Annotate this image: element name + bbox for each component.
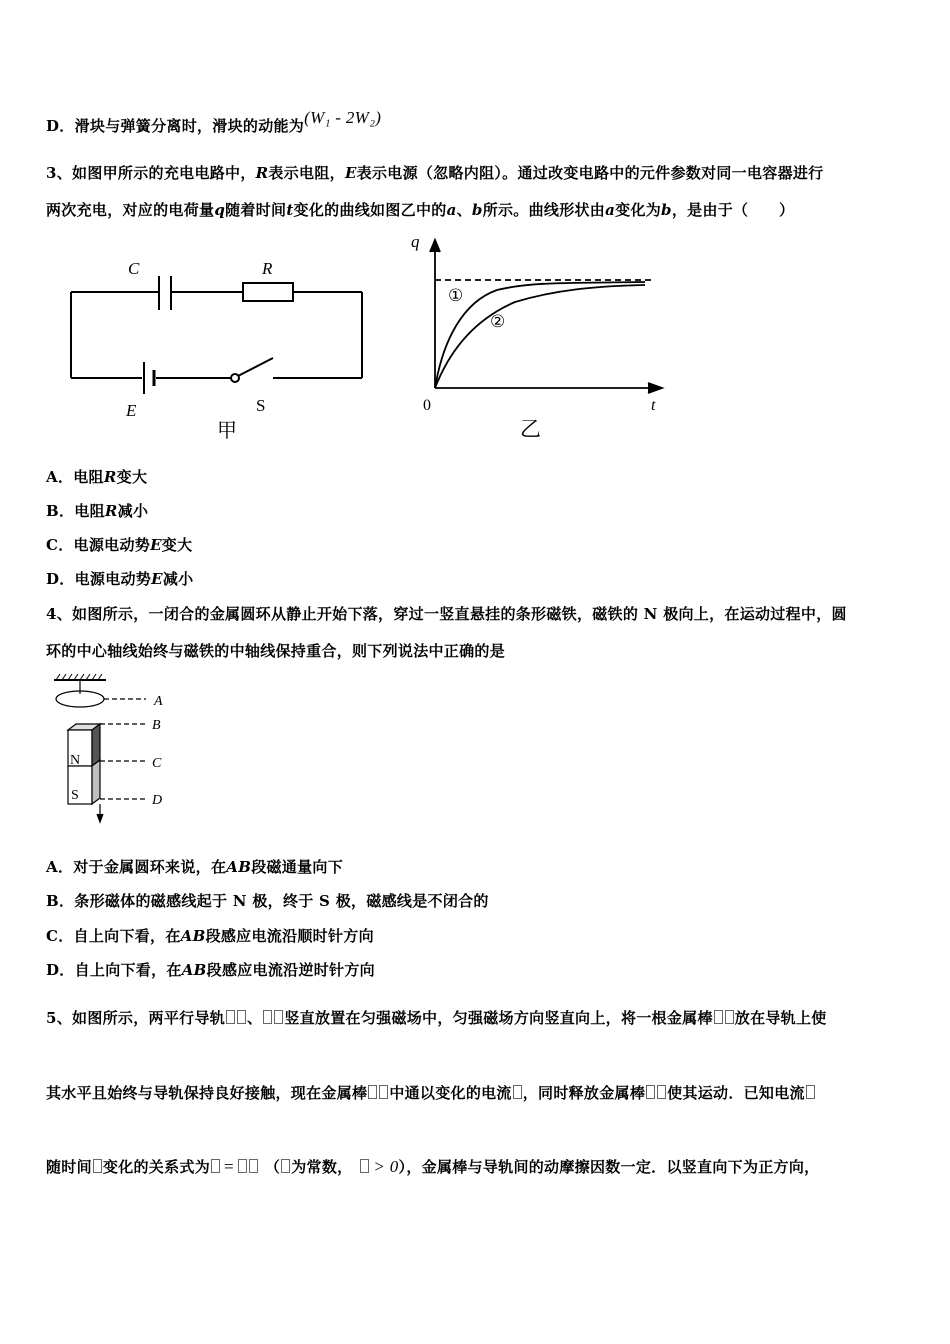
- charge-time-graph-yi: [405, 230, 675, 440]
- missing-glyph-icon: [379, 1085, 388, 1099]
- magnet-n-side: [92, 724, 100, 766]
- missing-glyph-icon: [513, 1085, 522, 1099]
- curve-2: [435, 285, 645, 388]
- missing-glyph-icon: [657, 1085, 666, 1099]
- label-N: N: [70, 753, 81, 768]
- caption-jia: 甲: [217, 420, 237, 442]
- missing-glyph-icon: [93, 1159, 102, 1173]
- label-S: S: [256, 396, 266, 415]
- q5-stem-line1: 5、如图所示，两平行导轨 、 竖直放置在匀强磁场中，匀强磁场方向竖直向上，将一根金属棒 放在导轨上使: [46, 1009, 827, 1027]
- missing-glyph-icon: [368, 1085, 377, 1099]
- label-B: B: [152, 718, 161, 733]
- q5-stem-line2: 其水平且始终与导轨保持良好接触，现在金属棒 中通以变化的电流 ，同时释放金属棒 使其运动．已知电流: [46, 1082, 816, 1103]
- q3-option-b[interactable]: B．电阻R减小: [46, 502, 149, 520]
- missing-glyph-icon: [249, 1159, 258, 1173]
- label-E: E: [126, 401, 137, 420]
- caption-yi: 乙: [520, 417, 541, 440]
- missing-glyph-icon: [263, 1010, 272, 1024]
- q3-option-c[interactable]: C．电源电动势E变大: [46, 536, 193, 554]
- missing-glyph-icon: [646, 1085, 655, 1099]
- q4-stem-line1: 4、如图所示，一闭合的金属圆环从静止开始下落，穿过一竖直悬挂的条形磁铁，磁铁的 N 极向上，在运动过程中，圆: [46, 605, 847, 623]
- t-axis-arrow: [648, 383, 662, 393]
- q3-option-d[interactable]: D．电源电动势E减小: [46, 570, 194, 588]
- axis-label-t: t: [651, 397, 656, 414]
- axis-label-q: q: [411, 232, 420, 251]
- label-C: C: [152, 756, 162, 771]
- q4-option-b[interactable]: B．条形磁体的磁感线起于 N 极，终于 S 极，磁感线是不闭合的: [46, 892, 489, 910]
- missing-glyph-icon: [281, 1159, 290, 1173]
- curve-1-label: ①: [448, 286, 464, 305]
- circuit-figure-jia: [60, 250, 380, 445]
- missing-glyph-icon: [226, 1010, 235, 1024]
- missing-glyph-icon: [237, 1010, 246, 1024]
- q4-stem-line2: 环的中心轴线始终与磁铁的中轴线保持重合，则下列说法中正确的是: [46, 642, 506, 660]
- magnet-s-side: [92, 760, 100, 804]
- missing-glyph-icon: [274, 1010, 283, 1024]
- q3-option-a[interactable]: A．电阻R变大: [46, 468, 148, 486]
- missing-glyph-icon: [806, 1085, 815, 1099]
- label-D: D: [152, 793, 163, 808]
- missing-glyph-icon: [725, 1010, 734, 1024]
- q4-option-a[interactable]: A．对于金属圆环来说，在AB段磁通量向下: [46, 858, 343, 876]
- q5-stem-line3: 随时间 变化的关系式为 = （ 为常数， > 0），金属棒与导轨间的动摩擦因数一定．以竖直向下为正方向，: [46, 1157, 820, 1176]
- missing-glyph-icon: [714, 1010, 723, 1024]
- missing-glyph-icon: [238, 1159, 247, 1173]
- missing-glyph-icon: [211, 1159, 220, 1173]
- resistor-symbol: [243, 283, 293, 301]
- q-axis-arrow: [430, 240, 440, 252]
- q3-stem-line2: 两次充电，对应的电荷量q随着时间t变化的曲线如图乙中的a、b所示。曲线形状由a变化为b，是由于（ ）: [46, 201, 795, 219]
- q4-option-d[interactable]: D．自上向下看，在AB段感应电流沿逆时针方向: [46, 961, 375, 979]
- origin-label: 0: [423, 397, 431, 414]
- label-R: R: [262, 259, 273, 278]
- curve-2-label: ②: [490, 312, 506, 331]
- magnet-ring-figure: [48, 672, 178, 827]
- q3-stem-line1: 3、如图甲所示的充电电路中，R表示电阻，E表示电源（忽略内阻）。通过改变电路中的元件参数对同一电容器进行: [46, 164, 824, 182]
- missing-glyph-icon: [360, 1159, 369, 1173]
- q4-option-c[interactable]: C．自上向下看，在AB段感应电流沿顺时针方向: [46, 927, 374, 945]
- label-C: C: [128, 259, 140, 278]
- prev-option-d: D．滑块与弹簧分离时，滑块的动能为(W₁ - 2W₂): [46, 108, 382, 135]
- kinetic-energy-formula: (W₁ - 2W₂): [304, 108, 382, 127]
- label-S: S: [71, 788, 79, 803]
- switch-blade: [238, 358, 273, 376]
- fall-direction-arrow: [97, 814, 103, 822]
- label-A: A: [154, 694, 163, 709]
